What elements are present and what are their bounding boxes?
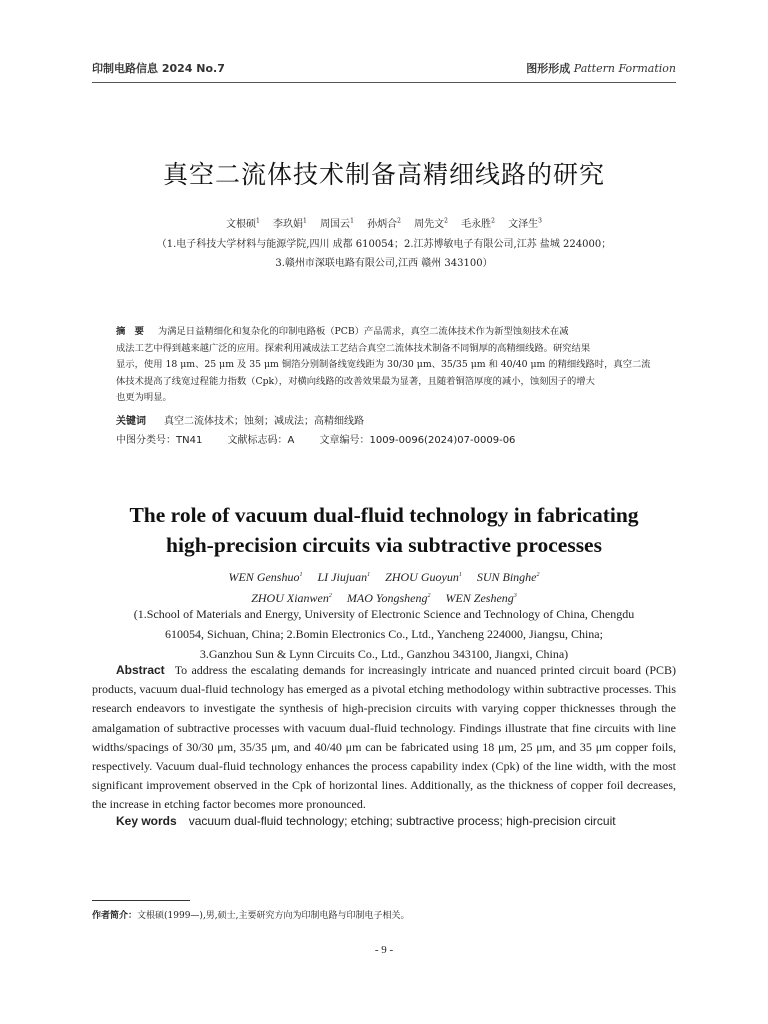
cn-abstract-line: 体技术提高了线宽过程能力指数（Cpk），对横向线路的改善效果最为显著，且随着铜箔厚度的减小，蚀刻因子的增大 <box>116 375 595 387</box>
en-author: LI Jiujuan$^1$ <box>317 570 371 584</box>
cn-abstract-label: 摘 要 <box>116 326 144 337</box>
cn-author: 文泽生$^3$ <box>508 217 542 230</box>
en-affiliation-line: 610054, Sichuan, China; 2.Bomin Electronics Co., Ltd., Yancheng 224000, Jiangsu, China; <box>165 627 603 641</box>
cn-keywords <box>116 412 676 427</box>
en-author: ZHOU Xianwen$^2$ <box>251 591 332 605</box>
section-name-zh: 图形形成 <box>526 62 571 75</box>
en-author: WEN Zesheng$^3$ <box>445 591 517 605</box>
cn-author: 周先文$^2$ <box>414 217 448 230</box>
article-number: 文章编号：1009-0096(2024)07-0009-06 <box>319 435 516 446</box>
en-author: SUN Binghe$^2$ <box>476 570 540 584</box>
footnote-divider <box>92 900 190 901</box>
cn-author: 毛永胜$^2$ <box>461 217 495 230</box>
en-affiliation-line: 3.Ganzhou Sun & Lynn Circuits Co., Ltd., Ganzhou 343100, Jiangxi, China) <box>199 647 569 661</box>
footnote-text: 文根硕(1999—),男,硕士,主要研究方向为印制电路与印制电子相关。 <box>137 911 410 921</box>
cn-affiliations <box>92 235 676 273</box>
section-name <box>526 60 676 76</box>
page-number: - 9 - <box>374 944 394 956</box>
en-authors-line <box>92 566 676 587</box>
cn-classification <box>116 431 676 446</box>
en-title <box>92 500 676 560</box>
cn-authors <box>92 215 676 230</box>
en-authors <box>92 566 676 608</box>
cn-affiliation-line: 3.赣州市深联电路有限公司,江西 赣州 343100） <box>275 258 493 269</box>
cn-author: 文根硕$^1$ <box>226 217 260 230</box>
cn-abstract-line: 成法工艺中得到越来越广泛的应用。探索利用减成法工艺结合真空二流体技术制备不同铜厚的高精细线路。研究结果 <box>116 342 591 354</box>
en-author: MAO Yongsheng$^2$ <box>346 591 431 605</box>
en-author: ZHOU Guoyun$^1$ <box>385 570 462 584</box>
en-keywords-label: Key words <box>116 814 177 828</box>
cn-abstract-line: 摘 要 为满足日益精细化和复杂化的印制电路板（PCB）产品需求，真空二流体技术作为新型蚀刻技术在减 <box>116 326 569 337</box>
en-affiliation-line: (1.School of Materials and Energy, University of Electronic Science and Technology of China, Chengdu <box>133 607 635 621</box>
cn-keywords-text: 真空二流体技术；蚀刻；减成法；高精细线路 <box>164 416 364 427</box>
author-footnote <box>92 908 676 921</box>
cn-author: 周国云$^1$ <box>320 217 354 230</box>
cn-affiliation-line: （1.电子科技大学材料与能源学院,四川 成都 610054；2.江苏博敏电子有限公司,江苏 盐城 224000； <box>156 239 612 250</box>
cn-abstract <box>116 324 676 407</box>
journal-issue: 印制电路信息 2024 No.7 <box>92 62 225 75</box>
cn-keywords-label: 关键词 <box>116 416 146 427</box>
en-abstract <box>92 661 676 815</box>
cn-author: 李玖娟$^1$ <box>273 217 307 230</box>
en-abstract-text: To address the escalating demands for increasingly intricate and nuanced printed circuit board (PCB) products, vacuum dual-fluid technology has emerged as a pivotal etching methodology within subtractive processes. This research endeavors to investigate the synthesis of high-precision circuits with varying copper thicknesses through the amalgamation of subtractive processes with vacuum dual-fluid technology. Findings illustrate that fine circuits with line widths/spacings of 30/30 μm, 35/35 μm, and 40/40 μm can be fabricated using 18 μm, 25 μm, and 35 μm copper foils, respectively. Vacuum dual-fluid technology enhances the process capability index (Cpk) of the line width, with the most significant improvement observed in the Cpk of horizontal lines. Additionally, as the thickness of copper foil decreases, the increase in etching factor becomes more pronounced. <box>92 663 676 812</box>
cn-abstract-line: 显示，使用 18 μm、25 μm 及 35 μm 铜箔分别制备线宽线距为 30/30 μm、35/35 μm 和 40/40 μm 的精细线路时，真空二流 <box>116 359 651 371</box>
clc-number: 中图分类号：TN41 <box>116 435 203 446</box>
cn-title: 真空二流体技术制备高精细线路的研究 <box>162 160 605 189</box>
en-author: WEN Genshuo$^1$ <box>228 570 303 584</box>
cn-author: 孙炳合$^2$ <box>367 217 401 230</box>
en-abstract-label: Abstract <box>116 663 165 677</box>
section-name-en: Pattern Formation <box>573 62 676 75</box>
en-title-line: The role of vacuum dual-fluid technology in fabricating <box>129 503 639 527</box>
en-keywords-text: vacuum dual-fluid technology; etching; subtractive process; high-precision circuit <box>188 814 616 828</box>
en-title-line: high-precision circuits via subtractive processes <box>166 533 602 557</box>
document-code: 文献标志码：A <box>227 435 295 446</box>
footnote-label: 作者简介： <box>92 911 138 921</box>
header-divider <box>92 82 676 83</box>
cn-abstract-line: 也更为明显。 <box>116 392 172 404</box>
en-keywords <box>116 814 676 828</box>
en-affiliations <box>92 604 676 664</box>
running-header <box>92 60 676 78</box>
